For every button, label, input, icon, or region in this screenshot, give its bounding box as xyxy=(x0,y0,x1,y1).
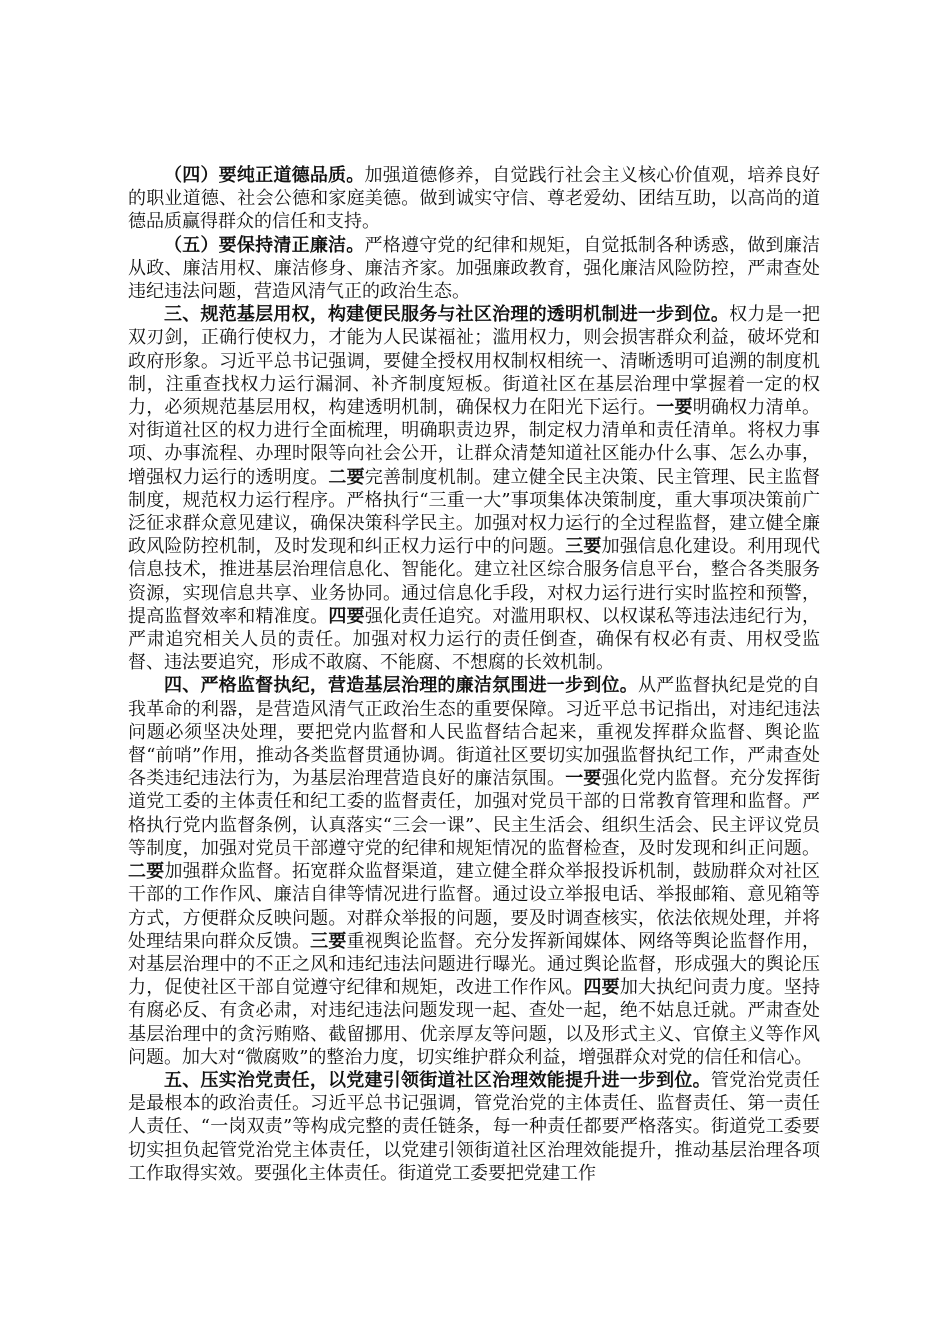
paragraph-integrity xyxy=(128,234,820,304)
point-key: 三要 xyxy=(565,536,602,558)
paragraph-text: 加强道德修养，自觉践行社会主义核心价值观，培养良好的职业道德、社会公德和家庭美德。做到诚实守信、尊老爱幼、团结互助，以高尚的道德品质赢得群众的信任和支持。 xyxy=(128,165,820,233)
point-key: 一要 xyxy=(656,397,693,419)
section-three-power-regulation xyxy=(128,303,820,674)
point-text: 完善制度机制。建立健全民主决策、民主管理、民主监督制度，规范权力运行程序。严格执行“三重一大”事项集体决策制度，重大事项决策前广泛征求群众意见建议，确保决策科学民主。加强对权力运行的全过程监督，建立健全廉政风险防控机制，及时发现和纠正权力运行中的问题。 xyxy=(128,466,821,558)
section-five-party-responsibility xyxy=(128,1069,820,1185)
paragraph-text: 严格遵守党的纪律和规矩，自觉抵制各种诱惑，做到廉洁从政、廉洁用权、廉洁修身、廉洁齐家。加强廉政教育，强化廉洁风险防控，严肃查处违纪违法问题，营造风清气正的政治生态。 xyxy=(128,234,820,303)
section-heading: 五、压实治党责任，以党建引领街道社区治理效能提升进一步到位。 xyxy=(164,1069,711,1091)
section-heading: 三、规范基层用权，构建便民服务与社区治理的透明机制进一步到位。 xyxy=(164,304,730,326)
point-key: 四要 xyxy=(328,605,365,627)
paragraph-lead: （四）要纯正道德品质。 xyxy=(164,165,365,186)
document-page xyxy=(128,164,820,1185)
section-heading: 四、严格监督执纪，营造基层治理的廉洁氛围进一步到位。 xyxy=(164,675,638,697)
point-key: 三要 xyxy=(310,930,347,952)
point-key: 一要 xyxy=(565,768,602,790)
point-text: 加强群众监督。拓宽群众监督渠道，建立健全群众举报投诉机制，鼓励群众对社区干部的工作作风、廉洁自律等情况进行监督。通过设立举报电话、举报邮箱、意见箱等方式，方便群众反映问题。对群众举报的问题，要及时调查核实，依法依规处理，并将处理结果向群众反馈。 xyxy=(128,861,821,952)
paragraph-lead: （五）要保持清正廉洁。 xyxy=(164,234,365,256)
paragraph-moral-quality xyxy=(128,164,820,234)
point-text: 强化党内监督。充分发挥街道党工委的主体责任和纪工委的监督责任，加强对党员干部的日常教育管理和监督。严格执行党内监督条例，认真落实“三会一课”、民主生活会、组织生活会、民主评议党员等制度，加强对党员干部遵守党的纪律和规矩情况的监督检查，及时发现和纠正问题。 xyxy=(128,768,821,859)
point-text: 加强信息化建设。利用现代信息技术，推进基层治理信息化、智能化。建立社区综合服务信息平台，整合各类服务资源，实现信息共享、业务协同。通过信息化手段，对权力运行进行实时监控和预警，提高监督效率和精准度。 xyxy=(128,536,821,627)
point-key: 二要 xyxy=(328,466,365,488)
point-key: 四要 xyxy=(583,977,620,999)
point-text: 加大执纪问责力度。坚持有腐必反、有贪必肃，对违纪违法问题发现一起、查处一起，绝不姑息迁就。严肃查处基层治理中的贪污贿赂、截留挪用、优亲厚友等问题，以及形式主义、官僚主义等作风问题。加大对“微腐败”的整治力度，切实维护群众利益，增强群众对党的信任和信心。 xyxy=(128,977,821,1068)
point-key: 二要 xyxy=(128,861,165,883)
section-intro: 从严监督执纪是党的自我革命的利器，是营造风清气正政治生态的重要保障。习近平总书记指出，对违纪违法问题必须坚决处理，要把党内监督和人民监督结合起来，重视发挥群众监督、舆论监督“前哨”作用，推动各类监督贯通协调。街道社区要切实加强监督执纪工作，严肃查处各类违纪违法行为，为基层治理营造良好的廉洁氛围。 xyxy=(128,675,821,790)
section-text: 管党治党责任是最根本的政治责任。习近平总书记强调，管党治党的主体责任、监督责任、第一责任人责任、“一岗双责”等构成完整的责任链条，每一种责任都要严格落实。街道党工委要切实担负起管党治党主体责任，以党建引领街道社区治理效能提升，推动基层治理各项工作取得实效。要强化主体责任。街道党工委要把党建工作 xyxy=(128,1069,821,1184)
point-text: 明确权力清单。对街道社区的权力进行全面梳理，明确职责边界，制定权力清单和责任清单。将权力事项、办事流程、办理时限等向社会公开，让群众清楚知道社区能办什么事、怎么办事，增强权力运行的透明度。 xyxy=(128,397,821,488)
section-intro: 权力是一把双刃剑，正确行使权力，才能为人民谋福祉；滥用权力，则会损害群众利益，破坏党和政府形象。习近平总书记强调，要健全授权用权制权相统一、清晰透明可追溯的制度机制，注重查找权力运行漏洞、补齐制度短板。街道社区在基层治理中掌握着一定的权力，必须规范基层用权，构建透明机制，确保权力在阳光下运行。 xyxy=(128,304,821,419)
section-four-supervision xyxy=(128,674,820,1068)
point-text: 重视舆论监督。充分发挥新闻媒体、网络等舆论监督作用，对基层治理中的不正之风和违纪违法问题进行曝光。通过舆论监督，形成强大的舆论压力，促使社区干部自觉遵守纪律和规矩，改进工作作风。 xyxy=(128,930,821,999)
point-text: 强化责任追究。对滥用职权、以权谋私等违法违纪行为，严肃追究相关人员的责任。加强对权力运行的责任倒查，确保有权必有责、用权受监督、违法要追究，形成不敢腐、不能腐、不想腐的长效机制。 xyxy=(128,605,821,674)
